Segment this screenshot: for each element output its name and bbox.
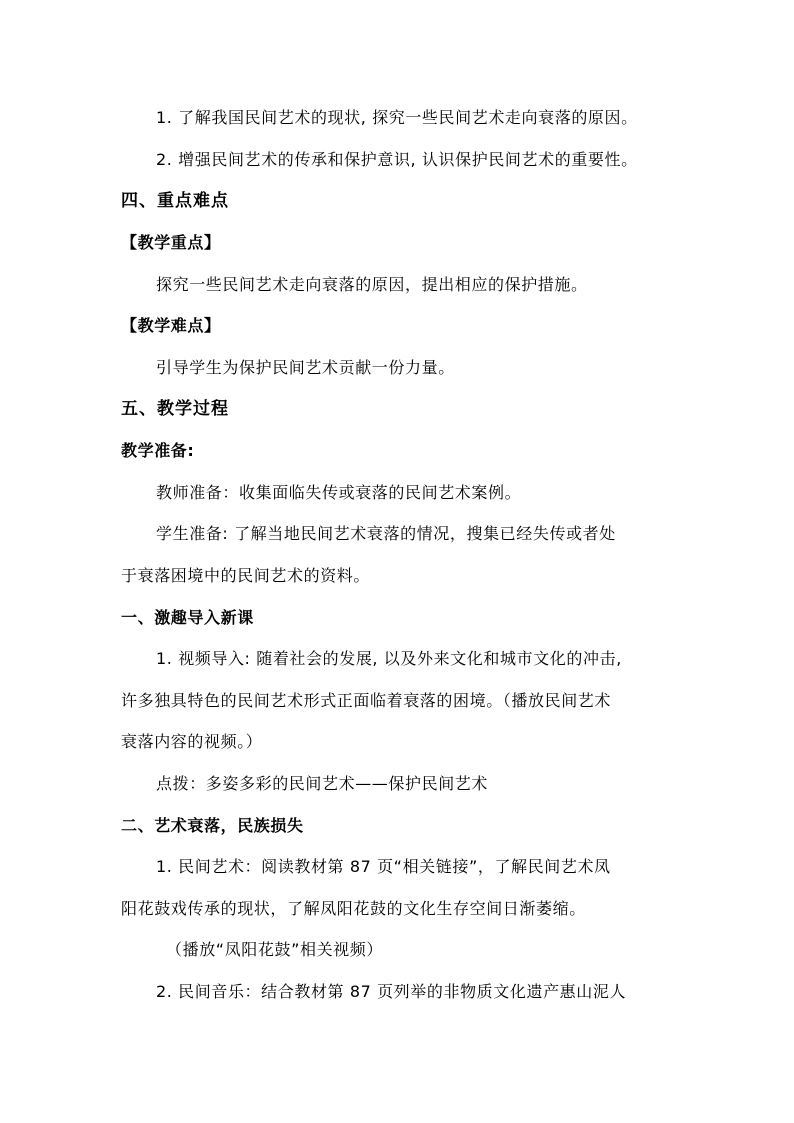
video-intro-line1: 1. 视频导入: 随着社会的发展, 以及外来文化和城市文化的冲击, bbox=[156, 649, 622, 668]
difficulty-label: 【教学难点】 bbox=[121, 316, 221, 335]
difficulty-text: 引导学生为保护民间艺术贡献一份力量。 bbox=[156, 358, 455, 377]
preparation-label: 教学准备: bbox=[121, 441, 195, 460]
section-heading-process: 五、教学过程 bbox=[121, 399, 229, 419]
goal-item-2: 2. 增强民间艺术的传承和保护意识, 认识保护民间艺术的重要性。 bbox=[156, 150, 638, 169]
key-point-text: 探究一些民间艺术走向衰落的原因，提出相应的保护措施。 bbox=[156, 275, 588, 294]
part2-heading: 二、艺术衰落，民族损失 bbox=[121, 816, 304, 835]
key-point-label: 【教学重点】 bbox=[121, 233, 221, 252]
folk-music-line1: 2. 民间音乐：结合教材第 87 页列举的非物质文化遗产惠山泥人 bbox=[156, 982, 627, 1001]
folk-art-line2: 阳花鼓戏传承的现状，了解凤阳花鼓的文化生存空间日渐萎缩。 bbox=[121, 899, 586, 918]
student-preparation-line1: 学生准备: 了解当地民间艺术衰落的情况，搜集已经失传或者处 bbox=[156, 524, 616, 543]
play-video-note: （播放“凤阳花鼓”相关视频） bbox=[166, 940, 383, 959]
goal-item-1: 1. 了解我国民间艺术的现状, 探究一些民间艺术走向衰落的原因。 bbox=[156, 108, 638, 127]
teacher-preparation: 教师准备：收集面临失传或衰落的民间艺术案例。 bbox=[156, 483, 522, 502]
part1-heading: 一、激趣导入新课 bbox=[121, 608, 254, 627]
video-intro-line2: 许多独具特色的民间艺术形式正面临着衰落的困境。（播放民间艺术 bbox=[121, 691, 612, 710]
hint-text: 点拨：多姿多彩的民间艺术——保护民间艺术 bbox=[156, 774, 489, 793]
section-heading-key-points: 四、重点难点 bbox=[121, 191, 229, 211]
folk-art-line1: 1. 民间艺术：阅读教材第 87 页“相关链接”，了解民间艺术凤 bbox=[156, 857, 611, 876]
video-intro-line3: 衰落内容的视频。） bbox=[121, 732, 263, 751]
student-preparation-line2: 于衰落困境中的民间艺术的资料。 bbox=[121, 566, 371, 585]
